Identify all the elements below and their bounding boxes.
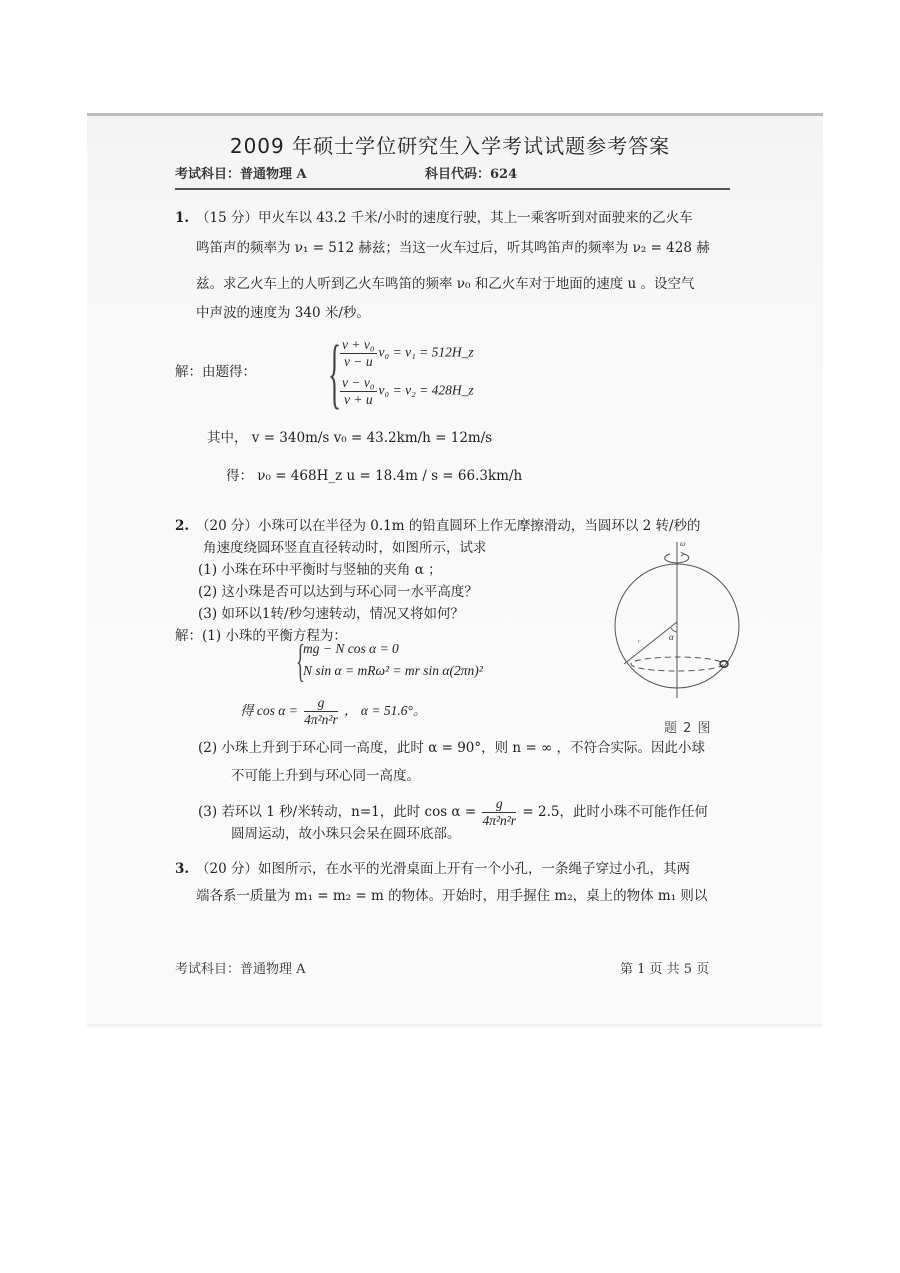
q1-equation-1 bbox=[338, 337, 474, 370]
q2-part3-numerator: g bbox=[482, 796, 516, 813]
radius-label: r bbox=[638, 639, 641, 645]
q1-eq1-numerator: v + v₀ bbox=[342, 337, 375, 352]
q1-system-brace: { bbox=[328, 329, 342, 416]
q2-result bbox=[240, 695, 426, 728]
q2-result-prefix: 得 cos α = bbox=[240, 703, 298, 718]
q2-result-suffix: ， α = 51.6°。 bbox=[344, 703, 427, 718]
q3-line-2: 端各系一质量为 m₁ = m₂ = m 的物体。开始时，用手握住 m₂，桌上的物体 m₁ 则以 bbox=[196, 888, 708, 904]
q2-number: 2. bbox=[175, 518, 190, 534]
q2-part2-line-1: (2) 小珠上升到于环心同一高度，此时 α = 90°，则 n = ∞ ，不符合实际。因此小球 bbox=[198, 740, 706, 756]
q1-eq1-denominator: v − u bbox=[343, 354, 373, 369]
q1-eq1-rhs: ν₀ = ν₁ = 512H_z bbox=[378, 344, 474, 360]
document-title: 2009 年硕士学位研究生入学考试试题参考答案 bbox=[229, 134, 671, 158]
q1-line-1: （15 分）甲火车以 43.2 千米/小时的速度行驶，其上一乘客听到对面驶来的乙火车 bbox=[196, 210, 693, 226]
q2-part3-line-1 bbox=[198, 796, 708, 829]
q2-line-2: 角速度绕圆环竖直直径转动时，如图所示，试求 bbox=[203, 540, 487, 556]
omega-label: ω bbox=[680, 540, 686, 548]
q3-number: 3. bbox=[175, 861, 190, 877]
q2-result-denominator: 4π²n²r bbox=[304, 712, 338, 727]
q2-part3-prefix: (3) 若环以 1 秒/米转动，n=1，此时 cos α = bbox=[198, 804, 477, 820]
rotation-arrowhead-icon bbox=[681, 552, 684, 556]
footer-page-number: 第 1 页 共 5 页 bbox=[620, 962, 710, 977]
alpha-label: α bbox=[669, 632, 674, 642]
q1-line-3: 兹。求乙火车上的人听到乙火车鸣笛的频率 ν₀ 和乙火车对于地面的速度 u 。设空气 bbox=[196, 276, 695, 292]
q2-part3-denominator: 4π²n²r bbox=[482, 813, 517, 828]
q2-equation-1: mg − N cos α = 0 bbox=[303, 641, 399, 656]
q2-solution-label: 解：(1) 小珠的平衡方程为： bbox=[175, 628, 347, 644]
figure-caption: 题 2 图 bbox=[664, 721, 712, 736]
q2-sub-3: (3) 如环以1转/秒匀速转动，情况又将如何？ bbox=[198, 606, 465, 622]
subject-code: 科目代码：624 bbox=[425, 167, 518, 182]
q1-line-4: 中声波的速度为 340 米/秒。 bbox=[196, 305, 370, 321]
q2-system-brace: { bbox=[296, 635, 305, 686]
q1-solution-label: 解：由题得： bbox=[175, 364, 256, 380]
q2-sub-2: (2) 这小珠是否可以达到与环心同一水平高度？ bbox=[198, 584, 478, 600]
q1-eq2-denominator: v + u bbox=[343, 392, 373, 407]
rotating-ring-diagram bbox=[600, 540, 760, 740]
radius-line bbox=[624, 622, 677, 664]
q2-sub-1: (1) 小珠在环中平衡时与竖轴的夹角 α ； bbox=[198, 562, 442, 578]
q1-number: 1. bbox=[175, 210, 190, 226]
q1-given-values: 其中， v = 340m/s v₀ = 43.2km/h = 12m/s bbox=[207, 430, 493, 446]
header-rule bbox=[175, 188, 730, 190]
subject-label: 考试科目：普通物理 A bbox=[175, 167, 307, 182]
q1-result: 得： ν₀ = 468H_z u = 18.4m / s = 66.3km/h bbox=[226, 468, 523, 484]
q2-part3-suffix: = 2.5，此时小珠不可能作任何 bbox=[522, 804, 708, 820]
q2-part3-line-2: 圆周运动，故小珠只会呆在圆环底部。 bbox=[231, 826, 461, 842]
page-edge-shadow bbox=[87, 1024, 823, 1029]
q2-figure bbox=[600, 540, 760, 744]
q3-line-1: （20 分）如图所示，在水平的光滑桌面上开有一个小孔，一条绳子穿过小孔，其两 bbox=[196, 861, 690, 877]
q2-line-1: （20 分）小珠可以在半径为 0.1m 的铅直圆环上作无摩擦滑动，当圆环以 2 转/秒的 bbox=[196, 518, 701, 534]
q1-equation-2 bbox=[338, 375, 474, 408]
q2-equation-2: N sin α = mRω² = mr sin α(2πn)² bbox=[303, 663, 483, 678]
footer-subject: 考试科目：普通物理 A bbox=[175, 962, 306, 977]
q2-result-numerator: g bbox=[304, 695, 338, 712]
q2-part2-line-2: 不可能上升到与环心同一高度。 bbox=[231, 768, 420, 784]
q1-eq2-rhs: ν₀ = ν₂ = 428H_z bbox=[378, 382, 474, 398]
q1-eq2-numerator: v − v₀ bbox=[342, 375, 375, 390]
q1-line-2: 鸣笛声的频率为 ν₁ = 512 赫兹；当这一火车过后，听其鸣笛声的频率为 ν₂ = 428 赫 bbox=[196, 240, 710, 256]
